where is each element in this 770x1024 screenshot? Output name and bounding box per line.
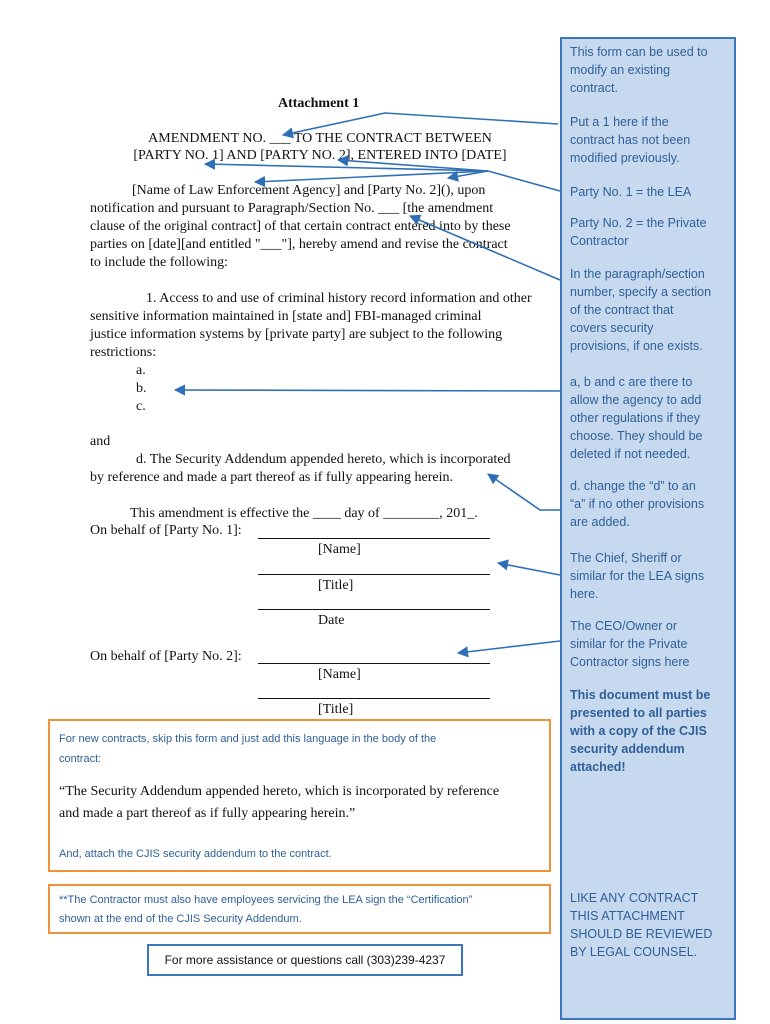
note-line: In the paragraph/section (570, 267, 705, 281)
list-item-b: b. (136, 381, 147, 396)
party1-signature-line (258, 538, 490, 539)
arrow-list-items (175, 390, 560, 391)
arrow-party-2-contractor (448, 171, 488, 178)
note-line: THIS ATTACHMENT (570, 909, 685, 923)
note-line: This document must be (570, 688, 711, 702)
new-contract-note-box (48, 719, 551, 872)
and-label: and (90, 434, 111, 449)
note-line: contract. (570, 81, 618, 95)
note-contractor-signer (570, 617, 734, 671)
note-line: The CEO/Owner or (570, 619, 677, 633)
note-lea-signer (570, 549, 734, 603)
note-item-d (570, 477, 734, 531)
note-line: The Chief, Sheriff or (570, 551, 682, 565)
attachment-title: Attachment 1 (278, 96, 360, 111)
note-line: contract has not been (570, 133, 691, 147)
note-line: are added. (570, 515, 630, 529)
note-line: Party No. 2 = the Private (570, 216, 707, 230)
item-d-line-2: by reference and made a part thereof as if fully appearing herein. (90, 470, 454, 485)
note-party-1 (570, 183, 734, 201)
para2-line-1: 1. Access to and use of criminal history record information and other (146, 291, 532, 306)
note-amendment-number (570, 113, 734, 167)
party1-name-line (258, 574, 490, 575)
list-item-c: c. (136, 399, 146, 414)
note-line: BY LEGAL COUNSEL. (570, 945, 698, 959)
note-line: provisions, if one exists. (570, 339, 703, 353)
note-abc-items (570, 373, 734, 463)
new-contract-intro-line-2: contract: (59, 753, 102, 765)
arrow-heading-party-1 (205, 164, 488, 171)
item-d-line-1: d. The Security Addendum appended hereto, which is incorporated (136, 452, 511, 467)
note-line: presented to all parties (570, 706, 707, 720)
arrow-contractor-signer (458, 641, 560, 653)
attach-addendum-line: And, attach the CJIS security addendum to the contract. (59, 848, 332, 860)
para1-line-5: to include the following: (90, 255, 229, 270)
note-line: with a copy of the CJIS (570, 724, 707, 738)
note-line: Contractor signs here (570, 655, 690, 669)
certification-line-2: shown at the end of the CJIS Security Addendum. (59, 913, 302, 925)
note-paragraph-section (570, 265, 734, 355)
addendum-quote-line-1: “The Security Addendum appended hereto, which is incorporated by reference (59, 784, 500, 799)
effective-line: This amendment is effective the ____ day of ________, 201_. (130, 506, 478, 521)
note-line: a, b and c are there to (570, 375, 693, 389)
certification-note-box (48, 884, 551, 934)
note-form-purpose (570, 43, 734, 97)
note-line: attached! (570, 760, 626, 774)
note-line: similar for the Private (570, 637, 688, 651)
party1-title-line (258, 609, 490, 610)
contact-info-box (147, 944, 463, 976)
guidance-sidebar (560, 37, 736, 1020)
note-line: modify an existing (570, 63, 671, 77)
party1-date-label: Date (318, 613, 345, 628)
note-line: This form can be used to (570, 45, 708, 59)
note-line: other regulations if they (570, 411, 700, 425)
note-line: Put a 1 here if the (570, 115, 669, 129)
note-line: choose. They should be (570, 429, 703, 443)
note-line: Contractor (570, 234, 629, 248)
addendum-quote-line-2: and made a part thereof as if fully appearing herein.” (59, 806, 356, 821)
para1-line-3: clause of the original contract] of that certain contract entered into by these (90, 219, 511, 234)
arrow-item-d (488, 474, 560, 510)
para1-line-1: [Name of Law Enforcement Agency] and [Party No. 2](), upon (132, 183, 486, 198)
party2-label: On behalf of [Party No. 2]: (90, 649, 242, 664)
para2-line-3: justice information systems by [private party] are subject to the following (90, 327, 503, 342)
certification-line-1: **The Contractor must also have employees servicing the LEA sign the “Certification” (59, 894, 473, 906)
contact-phone-text: For more assistance or questions call (303)239-4237 (164, 953, 446, 967)
note-legal-review (570, 889, 734, 961)
para1-line-4: parties on [date][and entitled "___"], hereby amend and revise the contract (90, 237, 508, 252)
para2-line-2: sensitive information maintained in [state and] FBI-managed criminal (90, 309, 482, 324)
note-line: Party No. 1 = the LEA (570, 185, 692, 199)
note-present-to-parties (570, 686, 734, 776)
party2-title-label: [Title] (318, 702, 354, 717)
note-line: modified previously. (570, 151, 680, 165)
heading-line-1: AMENDMENT NO. ___ TO THE CONTRACT BETWEEN (148, 131, 492, 146)
party1-title-label: [Title] (318, 578, 354, 593)
heading-line-2: [PARTY NO. 1] AND [PARTY NO. 2], ENTERED INTO [DATE] (133, 148, 507, 163)
note-line: security addendum (570, 742, 685, 756)
note-line: here. (570, 587, 599, 601)
arrow-lea-signer (498, 563, 560, 575)
party2-name-label: [Name] (318, 667, 361, 682)
party2-signature-line (258, 663, 490, 664)
note-line: “a” if no other provisions (570, 497, 705, 511)
list-item-a: a. (136, 363, 146, 378)
note-line: d. change the “d” to an (570, 479, 696, 493)
para1-line-2: notification and pursuant to Paragraph/Section No. ___ [the amendment (90, 201, 494, 216)
note-line: deleted if not needed. (570, 447, 691, 461)
new-contract-intro-line-1: For new contracts, skip this form and just add this language in the body of the (59, 733, 437, 745)
note-party-2 (570, 214, 734, 250)
note-line: number, specify a section (570, 285, 712, 299)
note-line: LIKE ANY CONTRACT (570, 891, 699, 905)
party1-label: On behalf of [Party No. 1]: (90, 523, 242, 538)
para2-line-4: restrictions: (90, 345, 157, 360)
note-line: allow the agency to add (570, 393, 702, 407)
note-line: SHOULD BE REVIEWED (570, 927, 713, 941)
note-line: covers security (570, 321, 654, 335)
party2-name-line (258, 698, 490, 699)
note-line: similar for the LEA signs (570, 569, 705, 583)
note-line: of the contract that (570, 303, 674, 317)
party1-name-label: [Name] (318, 542, 361, 557)
